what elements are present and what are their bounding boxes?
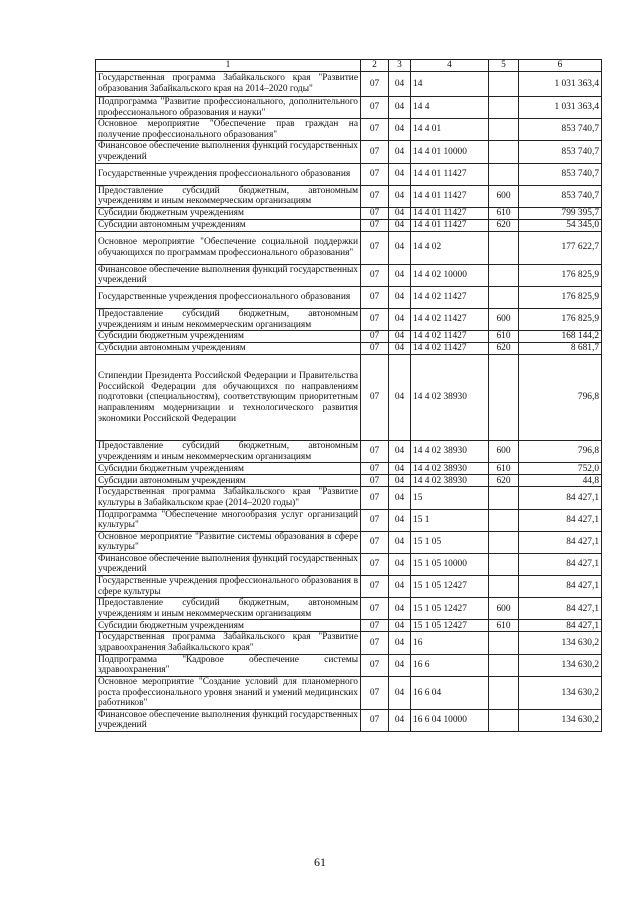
row-subsection: 04 bbox=[389, 576, 411, 598]
row-chapter: 07 bbox=[361, 163, 389, 185]
row-target-item: 14 4 02 11427 bbox=[411, 308, 489, 330]
table-row bbox=[96, 463, 602, 475]
row-subsection: 04 bbox=[389, 331, 411, 343]
row-chapter: 07 bbox=[361, 487, 389, 509]
table-header-row bbox=[96, 60, 602, 72]
table-row bbox=[96, 141, 602, 163]
row-subsection: 04 bbox=[389, 308, 411, 330]
row-amount: 853 740,7 bbox=[519, 163, 602, 185]
row-target-item: 14 4 02 38930 bbox=[411, 475, 489, 487]
row-expense-type bbox=[489, 654, 519, 676]
row-chapter: 07 bbox=[361, 509, 389, 531]
row-target-item: 15 1 05 12427 bbox=[411, 576, 489, 598]
table-row bbox=[96, 531, 602, 553]
row-name: Финансовое обеспечение выполнения функций государственных учреждений bbox=[96, 264, 361, 286]
row-subsection: 04 bbox=[389, 475, 411, 487]
row-amount: 853 740,7 bbox=[519, 141, 602, 163]
row-chapter: 07 bbox=[361, 475, 389, 487]
row-expense-type bbox=[489, 709, 519, 731]
table-row bbox=[96, 475, 602, 487]
row-target-item: 15 1 05 bbox=[411, 531, 489, 553]
row-expense-type: 610 bbox=[489, 463, 519, 475]
row-chapter: 07 bbox=[361, 576, 389, 598]
row-name: Государственная программа Забайкальского края "Развитие образования Забайкальского края на 2014–2020 годы" bbox=[96, 72, 361, 97]
row-name: Финансовое обеспечение выполнения функций государственных учреждений bbox=[96, 709, 361, 731]
row-target-item: 14 4 02 38930 bbox=[411, 355, 489, 441]
row-target-item: 15 1 05 12427 bbox=[411, 620, 489, 632]
row-target-item: 14 4 01 10000 bbox=[411, 141, 489, 163]
row-name: Субсидии бюджетным учреждениям bbox=[96, 620, 361, 632]
table-row bbox=[96, 553, 602, 575]
table-row bbox=[96, 97, 602, 119]
table-row bbox=[96, 632, 602, 654]
row-expense-type: 620 bbox=[489, 343, 519, 355]
row-subsection: 04 bbox=[389, 463, 411, 475]
row-subsection: 04 bbox=[389, 598, 411, 620]
row-chapter: 07 bbox=[361, 441, 389, 463]
table-row bbox=[96, 509, 602, 531]
row-amount: 134 630,2 bbox=[519, 654, 602, 676]
row-amount: 134 630,2 bbox=[519, 709, 602, 731]
row-expense-type: 600 bbox=[489, 441, 519, 463]
row-expense-type bbox=[489, 553, 519, 575]
row-amount: 84 427,1 bbox=[519, 620, 602, 632]
table-row bbox=[96, 264, 602, 286]
row-subsection: 04 bbox=[389, 654, 411, 676]
table-row bbox=[96, 308, 602, 330]
row-expense-type: 610 bbox=[489, 620, 519, 632]
row-target-item: 16 bbox=[411, 632, 489, 654]
row-chapter: 07 bbox=[361, 709, 389, 731]
row-name: Подпрограмма "Развитие профессионального, дополнительного профессионального образования и науки" bbox=[96, 97, 361, 119]
row-expense-type bbox=[489, 119, 519, 141]
row-target-item: 15 1 bbox=[411, 509, 489, 531]
row-name: Предоставление субсидий бюджетным, автономным учреждениям и иным некоммерческим организациям bbox=[96, 598, 361, 620]
table-row bbox=[96, 355, 602, 441]
row-amount: 84 427,1 bbox=[519, 531, 602, 553]
row-expense-type: 620 bbox=[489, 475, 519, 487]
row-target-item: 14 4 02 11427 bbox=[411, 343, 489, 355]
table-row bbox=[96, 487, 602, 509]
row-chapter: 07 bbox=[361, 463, 389, 475]
row-amount: 84 427,1 bbox=[519, 509, 602, 531]
row-amount: 54 345,0 bbox=[519, 219, 602, 231]
header-cell-1: 1 bbox=[96, 60, 361, 72]
row-name: Субсидии автономным учреждениям bbox=[96, 343, 361, 355]
row-expense-type: 600 bbox=[489, 185, 519, 207]
row-amount: 1 031 363,4 bbox=[519, 72, 602, 97]
row-subsection: 04 bbox=[389, 441, 411, 463]
row-amount: 853 740,7 bbox=[519, 185, 602, 207]
table-row bbox=[96, 286, 602, 308]
row-chapter: 07 bbox=[361, 219, 389, 231]
row-name: Финансовое обеспечение выполнения функций государственных учреждений bbox=[96, 553, 361, 575]
row-name: Субсидии бюджетным учреждениям bbox=[96, 331, 361, 343]
row-target-item: 14 4 bbox=[411, 97, 489, 119]
row-chapter: 07 bbox=[361, 654, 389, 676]
row-amount: 84 427,1 bbox=[519, 598, 602, 620]
row-expense-type bbox=[489, 264, 519, 286]
row-amount: 853 740,7 bbox=[519, 119, 602, 141]
table-row bbox=[96, 576, 602, 598]
row-expense-type bbox=[489, 576, 519, 598]
row-amount: 1 031 363,4 bbox=[519, 97, 602, 119]
row-expense-type: 600 bbox=[489, 598, 519, 620]
row-subsection: 04 bbox=[389, 163, 411, 185]
row-subsection: 04 bbox=[389, 553, 411, 575]
row-subsection: 04 bbox=[389, 632, 411, 654]
row-subsection: 04 bbox=[389, 219, 411, 231]
row-expense-type bbox=[489, 355, 519, 441]
header-cell-2: 2 bbox=[361, 60, 389, 72]
row-target-item: 14 4 02 38930 bbox=[411, 463, 489, 475]
table-row bbox=[96, 654, 602, 676]
row-chapter: 07 bbox=[361, 119, 389, 141]
row-expense-type bbox=[489, 531, 519, 553]
row-subsection: 04 bbox=[389, 97, 411, 119]
table-row bbox=[96, 709, 602, 731]
row-amount: 796,8 bbox=[519, 355, 602, 441]
row-name: Государственная программа Забайкальского края "Развитие здравоохранения Забайкальского края" bbox=[96, 632, 361, 654]
row-target-item: 14 4 02 11427 bbox=[411, 331, 489, 343]
table-row bbox=[96, 598, 602, 620]
row-subsection: 04 bbox=[389, 72, 411, 97]
table-row bbox=[96, 231, 602, 264]
row-chapter: 07 bbox=[361, 331, 389, 343]
row-target-item: 14 4 02 38930 bbox=[411, 441, 489, 463]
table-row bbox=[96, 163, 602, 185]
row-name: Субсидии автономным учреждениям bbox=[96, 219, 361, 231]
row-target-item: 15 1 05 12427 bbox=[411, 598, 489, 620]
row-name: Государственные учреждения профессионального образования bbox=[96, 286, 361, 308]
row-chapter: 07 bbox=[361, 531, 389, 553]
row-chapter: 07 bbox=[361, 264, 389, 286]
row-expense-type: 620 bbox=[489, 219, 519, 231]
row-target-item: 15 bbox=[411, 487, 489, 509]
row-name: Государственные учреждения профессионального образования в сфере культуры bbox=[96, 576, 361, 598]
row-amount: 134 630,2 bbox=[519, 676, 602, 709]
row-subsection: 04 bbox=[389, 286, 411, 308]
row-expense-type: 600 bbox=[489, 308, 519, 330]
row-subsection: 04 bbox=[389, 709, 411, 731]
row-expense-type bbox=[489, 676, 519, 709]
row-amount: 134 630,2 bbox=[519, 632, 602, 654]
row-expense-type bbox=[489, 231, 519, 264]
row-name: Основное мероприятие "Создание условий для планомерного роста профессионального уровня знаний и умений медицинских работников" bbox=[96, 676, 361, 709]
row-chapter: 07 bbox=[361, 632, 389, 654]
row-target-item: 14 4 01 11427 bbox=[411, 185, 489, 207]
row-amount: 176 825,9 bbox=[519, 264, 602, 286]
row-target-item: 14 bbox=[411, 72, 489, 97]
row-amount: 84 427,1 bbox=[519, 487, 602, 509]
row-target-item: 14 4 01 11427 bbox=[411, 207, 489, 219]
row-chapter: 07 bbox=[361, 620, 389, 632]
row-name: Подпрограмма "Кадровое обеспечение системы здравоохранения" bbox=[96, 654, 361, 676]
row-subsection: 04 bbox=[389, 141, 411, 163]
header-cell-4: 4 bbox=[411, 60, 489, 72]
page-number: 61 bbox=[314, 855, 326, 869]
row-target-item: 14 4 01 11427 bbox=[411, 163, 489, 185]
table-row bbox=[96, 185, 602, 207]
row-chapter: 07 bbox=[361, 355, 389, 441]
table-row bbox=[96, 331, 602, 343]
row-amount: 8 681,7 bbox=[519, 343, 602, 355]
row-name: Основное мероприятие "Обеспечение прав граждан на получение профессионального образования" bbox=[96, 119, 361, 141]
row-target-item: 14 4 02 10000 bbox=[411, 264, 489, 286]
table-row bbox=[96, 676, 602, 709]
header-cell-6: 6 bbox=[519, 60, 602, 72]
budget-table bbox=[95, 59, 602, 732]
row-chapter: 07 bbox=[361, 286, 389, 308]
table-row bbox=[96, 620, 602, 632]
row-target-item: 16 6 04 10000 bbox=[411, 709, 489, 731]
row-name: Стипендии Президента Российской Федерации и Правительства Российской Федерации для обучающихся по направлениям подготовки (специальностям), соответствующим приоритетным направлениям модернизации и технологического развития экономики Российской Федерации bbox=[96, 355, 361, 441]
row-subsection: 04 bbox=[389, 355, 411, 441]
table-row bbox=[96, 119, 602, 141]
row-name: Субсидии бюджетным учреждениям bbox=[96, 463, 361, 475]
row-expense-type: 610 bbox=[489, 207, 519, 219]
row-target-item: 14 4 02 bbox=[411, 231, 489, 264]
table-row bbox=[96, 343, 602, 355]
row-subsection: 04 bbox=[389, 509, 411, 531]
row-chapter: 07 bbox=[361, 207, 389, 219]
row-target-item: 14 4 01 bbox=[411, 119, 489, 141]
row-chapter: 07 bbox=[361, 72, 389, 97]
row-chapter: 07 bbox=[361, 141, 389, 163]
row-name: Государственная программа Забайкальского края "Развитие культуры в Забайкальском крае (2014–2020 годы)" bbox=[96, 487, 361, 509]
row-subsection: 04 bbox=[389, 185, 411, 207]
row-amount: 176 825,9 bbox=[519, 286, 602, 308]
row-subsection: 04 bbox=[389, 620, 411, 632]
row-name: Основное мероприятие "Обеспечение социальной поддержки обучающихся по программам профессионального образования" bbox=[96, 231, 361, 264]
row-subsection: 04 bbox=[389, 487, 411, 509]
row-expense-type bbox=[489, 72, 519, 97]
table-row bbox=[96, 441, 602, 463]
row-name: Подпрограмма "Обеспечение многообразия услуг организаций культуры" bbox=[96, 509, 361, 531]
row-name: Государственные учреждения профессионального образования bbox=[96, 163, 361, 185]
table-row bbox=[96, 72, 602, 97]
row-name: Предоставление субсидий бюджетным, автономным учреждениям и иным некоммерческим организациям bbox=[96, 308, 361, 330]
row-expense-type: 610 bbox=[489, 331, 519, 343]
row-expense-type bbox=[489, 509, 519, 531]
row-expense-type bbox=[489, 141, 519, 163]
row-chapter: 07 bbox=[361, 231, 389, 264]
row-amount: 84 427,1 bbox=[519, 576, 602, 598]
row-subsection: 04 bbox=[389, 231, 411, 264]
row-chapter: 07 bbox=[361, 97, 389, 119]
row-amount: 796,8 bbox=[519, 441, 602, 463]
row-amount: 176 825,9 bbox=[519, 308, 602, 330]
table-row bbox=[96, 219, 602, 231]
row-expense-type bbox=[489, 487, 519, 509]
table-row bbox=[96, 207, 602, 219]
row-chapter: 07 bbox=[361, 676, 389, 709]
row-amount: 84 427,1 bbox=[519, 553, 602, 575]
row-chapter: 07 bbox=[361, 308, 389, 330]
row-target-item: 16 6 04 bbox=[411, 676, 489, 709]
row-name: Предоставление субсидий бюджетным, автономным учреждениям и иным некоммерческим организациям bbox=[96, 185, 361, 207]
row-expense-type bbox=[489, 97, 519, 119]
row-chapter: 07 bbox=[361, 185, 389, 207]
row-amount: 752,0 bbox=[519, 463, 602, 475]
row-subsection: 04 bbox=[389, 343, 411, 355]
row-name: Субсидии бюджетным учреждениям bbox=[96, 207, 361, 219]
row-subsection: 04 bbox=[389, 264, 411, 286]
row-name: Предоставление субсидий бюджетным, автономным учреждениям и иным некоммерческим организациям bbox=[96, 441, 361, 463]
header-cell-5: 5 bbox=[489, 60, 519, 72]
header-cell-3: 3 bbox=[389, 60, 411, 72]
row-name: Финансовое обеспечение выполнения функций государственных учреждений bbox=[96, 141, 361, 163]
row-expense-type bbox=[489, 163, 519, 185]
row-chapter: 07 bbox=[361, 553, 389, 575]
row-subsection: 04 bbox=[389, 531, 411, 553]
row-chapter: 07 bbox=[361, 343, 389, 355]
row-chapter: 07 bbox=[361, 598, 389, 620]
row-amount: 168 144,2 bbox=[519, 331, 602, 343]
row-target-item: 16 6 bbox=[411, 654, 489, 676]
row-target-item: 14 4 01 11427 bbox=[411, 219, 489, 231]
row-expense-type bbox=[489, 632, 519, 654]
row-expense-type bbox=[489, 286, 519, 308]
row-name: Субсидии автономным учреждениям bbox=[96, 475, 361, 487]
row-subsection: 04 bbox=[389, 676, 411, 709]
row-name: Основное мероприятие "Развитие системы образования в сфере культуры" bbox=[96, 531, 361, 553]
row-target-item: 14 4 02 11427 bbox=[411, 286, 489, 308]
row-amount: 177 622,7 bbox=[519, 231, 602, 264]
row-amount: 799 395,7 bbox=[519, 207, 602, 219]
row-target-item: 15 1 05 10000 bbox=[411, 553, 489, 575]
row-subsection: 04 bbox=[389, 207, 411, 219]
row-amount: 44,8 bbox=[519, 475, 602, 487]
row-subsection: 04 bbox=[389, 119, 411, 141]
